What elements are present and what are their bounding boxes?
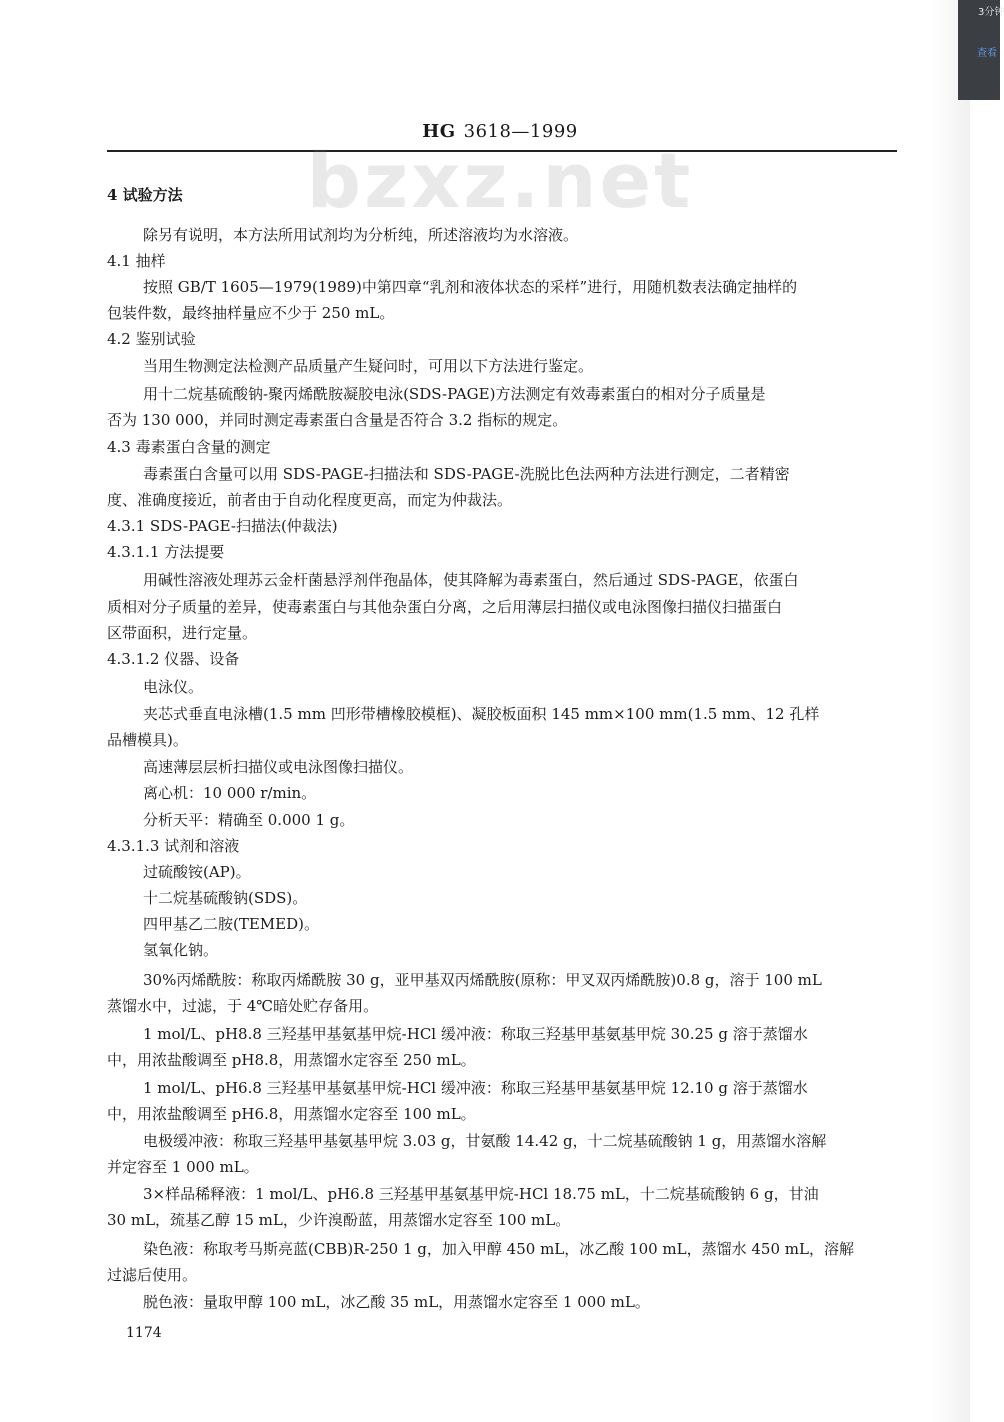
paragraph-line: 并定容至 1 000 mL。 bbox=[107, 1158, 259, 1176]
paragraph-line: 区带面积，进行定量。 bbox=[107, 624, 258, 642]
paragraph-line: 用十二烷基硫酸钠-聚丙烯酰胺凝胶电泳(SDS-PAGE)方法测定有效毒素蛋白的相对分子质量是 bbox=[143, 385, 766, 403]
paragraph-line: 1 mol/L、pH6.8 三羟基甲基氨基甲烷-HCl 缓冲液：称取三羟基甲基氨基甲烷 12.10 g 溶于蒸馏水 bbox=[143, 1079, 808, 1097]
section-heading-4-3: 4.3 毒素蛋白含量的测定 bbox=[107, 438, 271, 456]
paragraph-line: 按照 GB/T 1605—1979(1989)中第四章“乳剂和液体状态的采样”进行，用随机数表法确定抽样的 bbox=[143, 278, 798, 296]
paragraph-line: 中，用浓盐酸调至 pH8.8，用蒸馏水定容至 250 mL。 bbox=[107, 1051, 476, 1069]
paragraph-line: 蒸馏水中，过滤，于 4℃暗处贮存备用。 bbox=[107, 997, 379, 1015]
section-heading-4-3-1-1: 4.3.1.1 方法提要 bbox=[107, 543, 225, 561]
paragraph-line: 否为 130 000，并同时测定毒素蛋白含量是否符合 3.2 指标的规定。 bbox=[107, 411, 568, 429]
header-rule bbox=[107, 150, 897, 152]
section-heading-4: 4 试验方法 bbox=[107, 186, 183, 204]
paragraph-line: 品槽模具)。 bbox=[107, 731, 188, 749]
paragraph-line: 高速薄层层析扫描仪或电泳图像扫描仪。 bbox=[143, 758, 414, 776]
paragraph-line: 度、准确度接近，前者由于自动化程度更高，而定为仲裁法。 bbox=[107, 491, 513, 509]
paragraph-line: 氢氧化钠。 bbox=[143, 941, 219, 959]
standard-prefix: HG bbox=[422, 121, 456, 142]
paragraph-line: 用碱性溶液处理苏云金杆菌悬浮剂伴孢晶体，使其降解为毒素蛋白，然后通过 SDS-PAGE，依蛋白 bbox=[143, 571, 799, 589]
paragraph-line: 1 mol/L、pH8.8 三羟基甲基氨基甲烷-HCl 缓冲液：称取三羟基甲基氨基甲烷 30.25 g 溶于蒸馏水 bbox=[143, 1025, 808, 1043]
paragraph-line: 过硫酸铵(AP)。 bbox=[143, 863, 251, 881]
paragraph-line: 过滤后使用。 bbox=[107, 1266, 198, 1284]
section-heading-4-3-1: 4.3.1 SDS-PAGE-扫描法(仲裁法) bbox=[107, 517, 338, 535]
page-number: 1174 bbox=[126, 1325, 162, 1341]
paragraph-line: 分析天平：精确至 0.000 1 g。 bbox=[143, 811, 355, 829]
section-heading-4-3-1-3: 4.3.1.3 试剂和溶液 bbox=[107, 837, 240, 855]
paragraph-line: 质相对分子质量的差异，使毒素蛋白与其他杂蛋白分离，之后用薄层扫描仪或电泳图像扫描仪扫描蛋白 bbox=[107, 598, 783, 616]
paragraph-line: 四甲基乙二胺(TEMED)。 bbox=[143, 915, 319, 933]
paragraph-line: 十二烷基硫酸钠(SDS)。 bbox=[143, 889, 308, 907]
paragraph-line: 当用生物测定法检测产品质量产生疑问时，可用以下方法进行鉴定。 bbox=[143, 357, 594, 375]
watermark: bzxz.net bbox=[306, 136, 694, 225]
reading-time: 3分钟 bbox=[978, 7, 1004, 18]
paragraph-line: 3×样品稀释液：1 mol/L、pH6.8 三羟基甲基氨基甲烷-HCl 18.75 mL，十二烷基硫酸钠 6 g，甘油 bbox=[143, 1185, 819, 1203]
paragraph-line: 离心机：10 000 r/min。 bbox=[143, 784, 317, 802]
page-edge-shadow bbox=[930, 0, 970, 1422]
paragraph-line: 30%丙烯酰胺：称取丙烯酰胺 30 g，亚甲基双丙烯酰胺(原称：甲叉双丙烯酰胺)0.8 g，溶于 100 mL bbox=[143, 971, 822, 989]
paragraph-line: 电泳仪。 bbox=[143, 678, 204, 696]
side-panel bbox=[958, 0, 1004, 100]
paragraph-line: 脱色液：量取甲醇 100 mL，冰乙酸 35 mL，用蒸馏水定容至 1 000 mL。 bbox=[143, 1293, 650, 1311]
paragraph-line: 夹芯式垂直电泳槽(1.5 mm 凹形带槽橡胶模框)、凝胶板面积 145 mm×100 mm(1.5 mm、12 孔样 bbox=[143, 705, 820, 723]
paragraph-line: 30 mL，巯基乙醇 15 mL，少许溴酚蓝，用蒸馏水定容至 100 mL。 bbox=[107, 1211, 571, 1229]
paragraph-line: 包装件数，最终抽样量应不少于 250 mL。 bbox=[107, 304, 395, 322]
paragraph-line: 毒素蛋白含量可以用 SDS-PAGE-扫描法和 SDS-PAGE-洗脱比色法两种方法进行测定，二者精密 bbox=[143, 465, 790, 483]
paragraph-line: 电极缓冲液：称取三羟基甲基氨基甲烷 3.03 g，甘氨酸 14.42 g，十二烷基硫酸钠 1 g，用蒸馏水溶解 bbox=[143, 1132, 827, 1150]
paragraph-line: 中，用浓盐酸调至 pH6.8，用蒸馏水定容至 100 mL。 bbox=[107, 1105, 476, 1123]
paragraph-line: 除另有说明，本方法所用试剂均为分析纯，所述溶液均为水溶液。 bbox=[143, 226, 579, 244]
section-heading-4-1: 4.1 抽样 bbox=[107, 252, 166, 270]
standard-number: 3618—1999 bbox=[463, 121, 578, 142]
section-heading-4-2: 4.2 鉴别试验 bbox=[107, 330, 196, 348]
view-link[interactable]: 查看 bbox=[977, 48, 997, 59]
standard-code-header bbox=[0, 121, 1000, 142]
paragraph-line: 染色液：称取考马斯亮蓝(CBB)R-250 1 g，加入甲醇 450 mL，冰乙酸 100 mL，蒸馏水 450 mL，溶解 bbox=[143, 1240, 854, 1258]
section-heading-4-3-1-2: 4.3.1.2 仪器、设备 bbox=[107, 650, 240, 668]
